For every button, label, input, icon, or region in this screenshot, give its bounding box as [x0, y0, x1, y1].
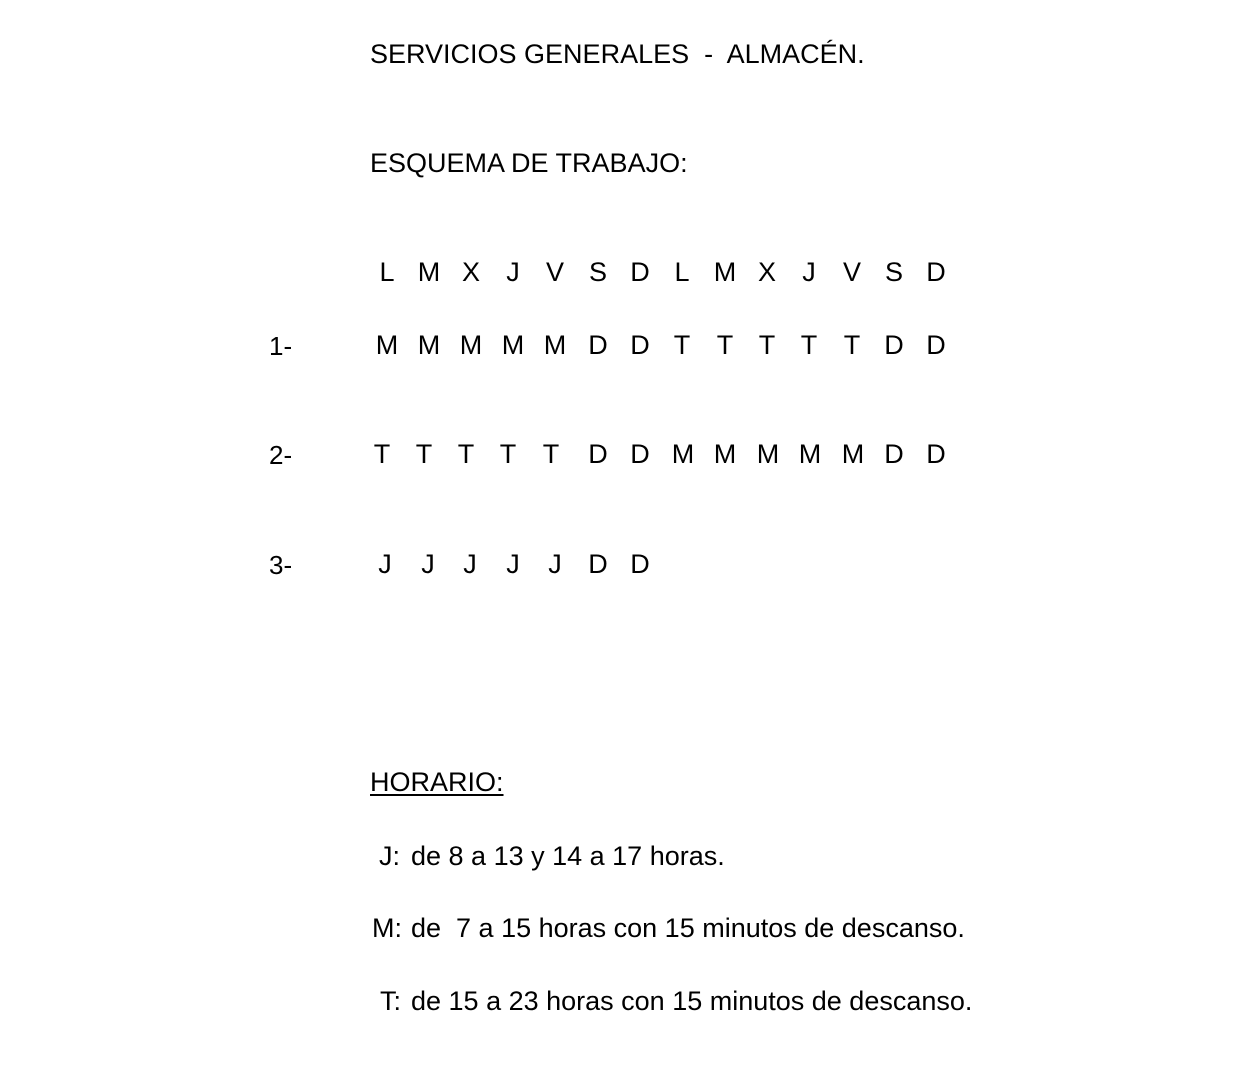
shift-cell: D [630, 439, 650, 469]
shift-cell: M [841, 439, 865, 469]
shift-cell: M [713, 439, 737, 469]
shift-cell: D [926, 330, 946, 360]
horario-text: de 15 a 23 horas con 15 minutos de descanso. [411, 986, 973, 1016]
shift-cell: D [630, 549, 650, 579]
day-cell: V [842, 257, 861, 287]
shift-cell: J [548, 549, 562, 579]
shift-cell: M [501, 330, 525, 360]
shift-cell: M [798, 439, 822, 469]
day-cell: X [757, 257, 776, 287]
shift-cell: D [926, 439, 946, 469]
shift-cell: T [673, 330, 691, 360]
shift-cell: M [671, 439, 695, 469]
day-cell: L [674, 257, 690, 287]
day-cell: V [545, 257, 564, 287]
shift-cell: D [588, 549, 608, 579]
shift-cell: D [630, 330, 650, 360]
horario-text: de 8 a 13 y 14 a 17 horas. [411, 841, 725, 871]
shift-cell: D [588, 439, 608, 469]
schema-heading: ESQUEMA DE TRABAJO: [370, 148, 688, 178]
document-title: SERVICIOS GENERALES - ALMACÉN. [370, 39, 865, 69]
horario-text: de 7 a 15 horas con 15 minutos de descanso. [411, 913, 965, 943]
horario-code: T: [379, 986, 401, 1016]
day-cell: D [630, 257, 650, 287]
shift-cell: M [417, 330, 441, 360]
day-cell: M [713, 257, 737, 287]
day-cell: S [884, 257, 903, 287]
shift-cell: T [542, 439, 560, 469]
day-cell: X [461, 257, 480, 287]
day-cell: J [506, 257, 520, 287]
horario-code: J: [378, 841, 400, 871]
day-cell: J [802, 257, 816, 287]
shift-cell: M [375, 330, 399, 360]
shift-cell: T [800, 330, 818, 360]
shift-cell: M [543, 330, 567, 360]
day-cell: M [417, 257, 441, 287]
shift-cell: M [459, 330, 483, 360]
shift-cell: J [378, 549, 392, 579]
shift-cell: D [884, 439, 904, 469]
shift-cell: T [373, 439, 391, 469]
shift-cell: T [457, 439, 475, 469]
horario-code: M: [372, 913, 402, 943]
shift-cell: T [843, 330, 861, 360]
shift-cell: M [756, 439, 780, 469]
row-label-1: 1- [269, 331, 293, 361]
shift-cell: T [758, 330, 776, 360]
shift-cell: J [421, 549, 435, 579]
row-label-3: 3- [269, 550, 293, 580]
shift-cell: J [506, 549, 520, 579]
shift-cell: T [415, 439, 433, 469]
shift-cell: T [499, 439, 517, 469]
horario-heading: HORARIO: [370, 767, 504, 797]
day-cell: S [588, 257, 607, 287]
shift-cell: T [716, 330, 734, 360]
row-label-2: 2- [269, 440, 293, 470]
shift-cell: D [884, 330, 904, 360]
shift-cell: D [588, 330, 608, 360]
day-cell: L [379, 257, 395, 287]
shift-cell: J [463, 549, 477, 579]
day-cell: D [926, 257, 946, 287]
